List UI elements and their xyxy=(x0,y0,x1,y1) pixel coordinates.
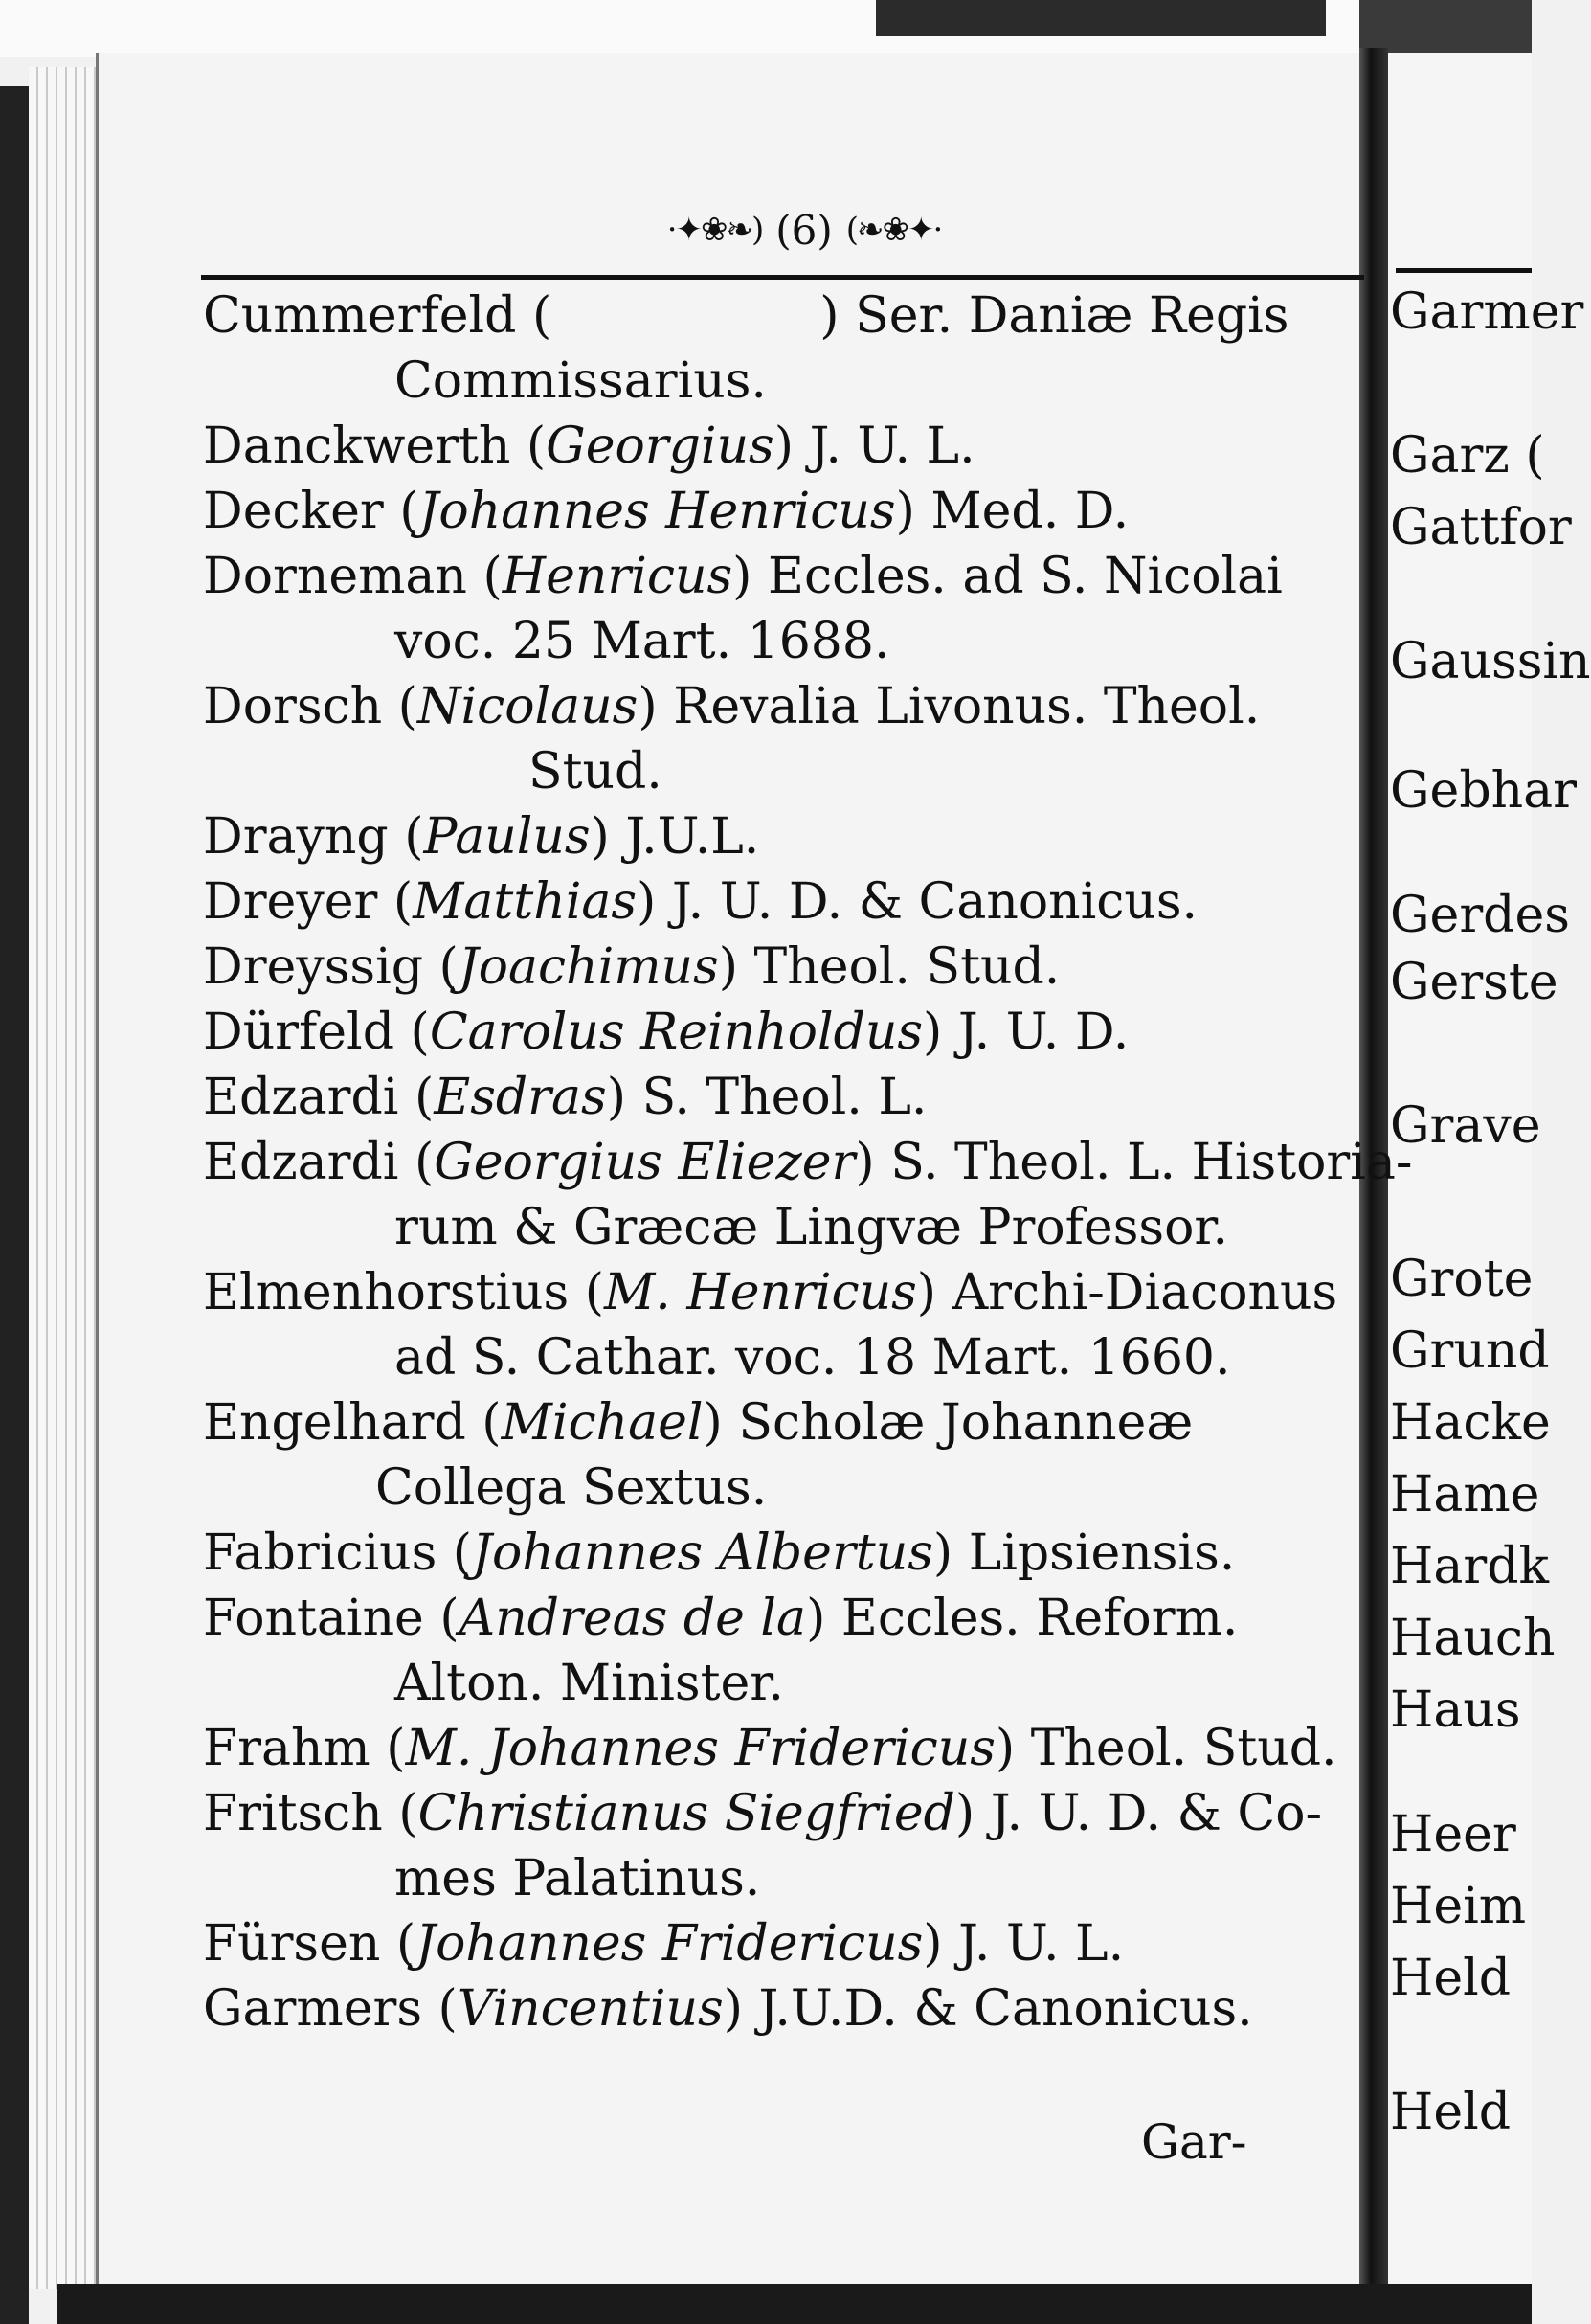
right-page-word-fragment: Gaussin xyxy=(1390,633,1591,690)
register-entry xyxy=(203,414,1352,479)
right-page-word-fragment: Garmer xyxy=(1390,283,1584,341)
entry-description: J.U.D. & Canonicus. xyxy=(758,1980,1253,2038)
right-page-word-fragment: Hardk xyxy=(1390,1538,1550,1595)
entry-description: Scholæ Johanneæ xyxy=(738,1394,1194,1452)
right-page-word-fragment: Hame xyxy=(1390,1466,1540,1523)
right-page-word-fragment: Heer xyxy=(1390,1806,1516,1863)
right-page-fragments xyxy=(1390,283,1591,2199)
entry-description: Theol. Stud. xyxy=(753,938,1061,996)
register-entry xyxy=(203,674,1352,804)
entry-surname: Dürfeld xyxy=(203,1004,394,1061)
right-page-word-fragment: Gerdes xyxy=(1390,887,1570,944)
entry-surname: Dorneman xyxy=(203,548,467,605)
ornament-left: ·✦❀❧) xyxy=(666,211,763,249)
right-page-word-fragment: Grote xyxy=(1390,1251,1534,1308)
register-entry xyxy=(203,283,1352,414)
right-page-word-fragment: Heim xyxy=(1390,1878,1527,1935)
entry-surname: Drayng xyxy=(203,808,389,866)
right-page-word-fragment: Held xyxy=(1390,2084,1512,2141)
entry-first-line: Dürfeld (Carolus Reinholdus) J. U. D. xyxy=(203,1004,1130,1061)
entry-first-line: Dorsch (Nicolaus) Revalia Livonus. Theol. xyxy=(203,678,1261,735)
entry-surname: Fritsch xyxy=(203,1785,383,1842)
entry-description: Lipsiensis. xyxy=(968,1524,1236,1582)
top-clip-right xyxy=(1359,0,1532,53)
entry-description: J. U. D. xyxy=(957,1004,1130,1061)
entry-first-line: Frahm (M. Johannes Fridericus) Theol. Stud. xyxy=(203,1720,1337,1777)
page-header xyxy=(622,201,986,259)
entry-given-name: M. Henricus xyxy=(604,1264,917,1321)
entry-given-name: Joachimus xyxy=(458,938,719,996)
right-page-word-fragment: Grave xyxy=(1390,1097,1541,1155)
entry-description: Ser. Daniæ Regis xyxy=(855,287,1289,345)
register-entry xyxy=(203,869,1352,935)
register-entry xyxy=(203,1065,1352,1130)
entry-continuation: voc. 25 Mart. 1688. xyxy=(394,613,890,670)
entry-continuation: Commissarius. xyxy=(394,352,767,410)
register-entry xyxy=(203,1976,1352,2042)
register-entry xyxy=(203,479,1352,544)
entry-continuation: Collega Sextus. xyxy=(375,1459,768,1517)
right-page-word-fragment: Gattfor xyxy=(1390,499,1572,556)
entry-first-line: Dreyssig (Joachimus) Theol. Stud. xyxy=(203,938,1061,996)
entry-first-line: Engelhard (Michael) Scholæ Johanneæ xyxy=(203,1394,1194,1452)
right-page-word-fragment: Garz ( xyxy=(1390,427,1545,485)
entry-first-line: Garmers (Vincentius) J.U.D. & Canonicus. xyxy=(203,1980,1253,2038)
entry-surname: Fontaine xyxy=(203,1590,424,1647)
register-entry xyxy=(203,804,1352,869)
entry-surname: Fabricius xyxy=(203,1524,437,1582)
entry-continuation: Alton. Minister. xyxy=(394,1655,784,1712)
entry-given-name: Andreas de la xyxy=(459,1590,807,1647)
entry-given-name: Matthias xyxy=(413,873,638,931)
entry-given-name: Carolus Reinholdus xyxy=(429,1004,924,1061)
entry-continuation: rum & Græcæ Lingvæ Professor. xyxy=(394,1199,1229,1256)
right-page-word-fragment: Gerste xyxy=(1390,954,1558,1011)
entry-given-name: Johannes Albertus xyxy=(472,1524,933,1582)
bottom-edge xyxy=(57,2284,1532,2324)
entry-first-line: Dreyer (Matthias) J. U. D. & Canonicus. xyxy=(203,873,1199,931)
register-entry xyxy=(203,1716,1352,1781)
right-page-word-fragment: Haus xyxy=(1390,1681,1521,1739)
entry-continuation: Stud. xyxy=(528,743,662,801)
register-entry xyxy=(203,1911,1352,1976)
entry-first-line: Elmenhorstius (M. Henricus) Archi-Diaconus xyxy=(203,1264,1338,1321)
entry-continuation: mes Palatinus. xyxy=(394,1850,761,1907)
entry-given-name: M. Johannes Fridericus xyxy=(405,1720,996,1777)
entry-surname: Decker xyxy=(203,483,384,540)
entry-description: Eccles. ad S. Nicolai xyxy=(767,548,1283,605)
top-clip xyxy=(876,0,1326,36)
entry-first-line: Fabricius (Johannes Albertus) Lipsiensis. xyxy=(203,1524,1236,1582)
register-entry xyxy=(203,1130,1413,1260)
entry-given-name: Georgius xyxy=(546,417,774,475)
register-entry xyxy=(203,935,1352,1000)
entry-given-name: Johannes Henricus xyxy=(418,483,896,540)
entry-given-name: Henricus xyxy=(502,548,733,605)
page-edges xyxy=(29,67,96,2289)
register-entry xyxy=(203,1000,1352,1065)
register-entry xyxy=(203,1521,1352,1586)
ornament-right: (❧❀✦· xyxy=(845,211,942,249)
entry-description: Revalia Livonus. Theol. xyxy=(673,678,1261,735)
entry-surname: Elmenhorstius xyxy=(203,1264,570,1321)
entry-given-name: Johannes Fridericus xyxy=(415,1915,924,1973)
entry-given-name: Paulus xyxy=(423,808,591,866)
header-rule xyxy=(201,275,1364,280)
book-spine-left xyxy=(0,86,29,2324)
entry-surname: Garmers xyxy=(203,1980,423,2038)
right-page-word-fragment: Gebhar xyxy=(1390,762,1577,820)
entry-given-name: Nicolaus xyxy=(416,678,639,735)
entry-surname: Danckwerth xyxy=(203,417,511,475)
entry-given-name: Michael xyxy=(501,1394,704,1452)
entry-description: Eccles. Reform. xyxy=(840,1590,1239,1647)
register-entry xyxy=(203,1586,1352,1716)
entry-first-line: Fürsen (Johannes Fridericus) J. U. L. xyxy=(203,1915,1125,1973)
entry-first-line: Drayng (Paulus) J.U.L. xyxy=(203,808,760,866)
entry-surname: Dreyer xyxy=(203,873,378,931)
entry-continuation: ad S. Cathar. voc. 18 Mart. 1660. xyxy=(394,1329,1231,1387)
register-entries xyxy=(203,283,1413,2042)
page-number: (6) xyxy=(775,206,833,254)
entry-first-line: Edzardi (Esdras) S. Theol. L. xyxy=(203,1069,928,1126)
entry-first-line: Dorneman (Henricus) Eccles. ad S. Nicolai xyxy=(203,548,1283,605)
entry-surname: Engelhard xyxy=(203,1394,466,1452)
right-page-word-fragment: Held xyxy=(1390,1950,1512,2007)
entry-first-line: Fontaine (Andreas de la) Eccles. Reform. xyxy=(203,1590,1239,1647)
entry-description: J. U. D. & Canonicus. xyxy=(671,873,1199,931)
entry-description: Med. D. xyxy=(930,483,1130,540)
entry-given-name: Christianus Siegfried xyxy=(417,1785,955,1842)
entry-description: Theol. Stud. xyxy=(1030,1720,1337,1777)
entry-first-line: Danckwerth (Georgius) J. U. L. xyxy=(203,417,975,475)
entry-first-line: Cummerfeld ( ) Ser. Daniæ Regis xyxy=(203,287,1289,345)
entry-surname: Cummerfeld xyxy=(203,287,517,345)
entry-surname: Dorsch xyxy=(203,678,383,735)
entry-description: J. U. L. xyxy=(958,1915,1125,1973)
register-entry xyxy=(203,1260,1352,1390)
register-entry xyxy=(203,1781,1352,1911)
header-rule-right xyxy=(1396,268,1532,273)
entry-first-line: Decker (Johannes Henricus) Med. D. xyxy=(203,483,1130,540)
right-page-word-fragment: Grund xyxy=(1390,1322,1550,1380)
entry-given-name: Vincentius xyxy=(457,1980,724,2038)
entry-given-name: Georgius Eliezer xyxy=(434,1134,856,1191)
entry-description: J. U. L. xyxy=(809,417,975,475)
entry-first-line: Edzardi (Georgius Eliezer) S. Theol. L. Historia- xyxy=(203,1134,1413,1191)
entry-description: J. U. D. & Co- xyxy=(990,1785,1323,1842)
entry-given-name: Esdras xyxy=(434,1069,607,1126)
register-entry xyxy=(203,544,1352,674)
entry-surname: Frahm xyxy=(203,1720,370,1777)
catchword: Gar- xyxy=(1141,2114,1247,2170)
entry-description: S. Theol. L. xyxy=(641,1069,928,1126)
entry-first-line: Fritsch (Christianus Siegfried) J. U. D. & Co- xyxy=(203,1785,1323,1842)
entry-description: J.U.L. xyxy=(625,808,760,866)
right-page-word-fragment: Hacke xyxy=(1390,1394,1551,1452)
entry-surname: Dreyssig xyxy=(203,938,423,996)
entry-description: S. Theol. L. Historia- xyxy=(890,1134,1413,1191)
entry-surname: Fürsen xyxy=(203,1915,381,1973)
entry-surname: Edzardi xyxy=(203,1069,399,1126)
entry-description: Archi-Diaconus xyxy=(952,1264,1338,1321)
register-entry xyxy=(203,1390,1352,1521)
entry-surname: Edzardi xyxy=(203,1134,399,1191)
right-page-word-fragment: Hauch xyxy=(1390,1610,1556,1667)
